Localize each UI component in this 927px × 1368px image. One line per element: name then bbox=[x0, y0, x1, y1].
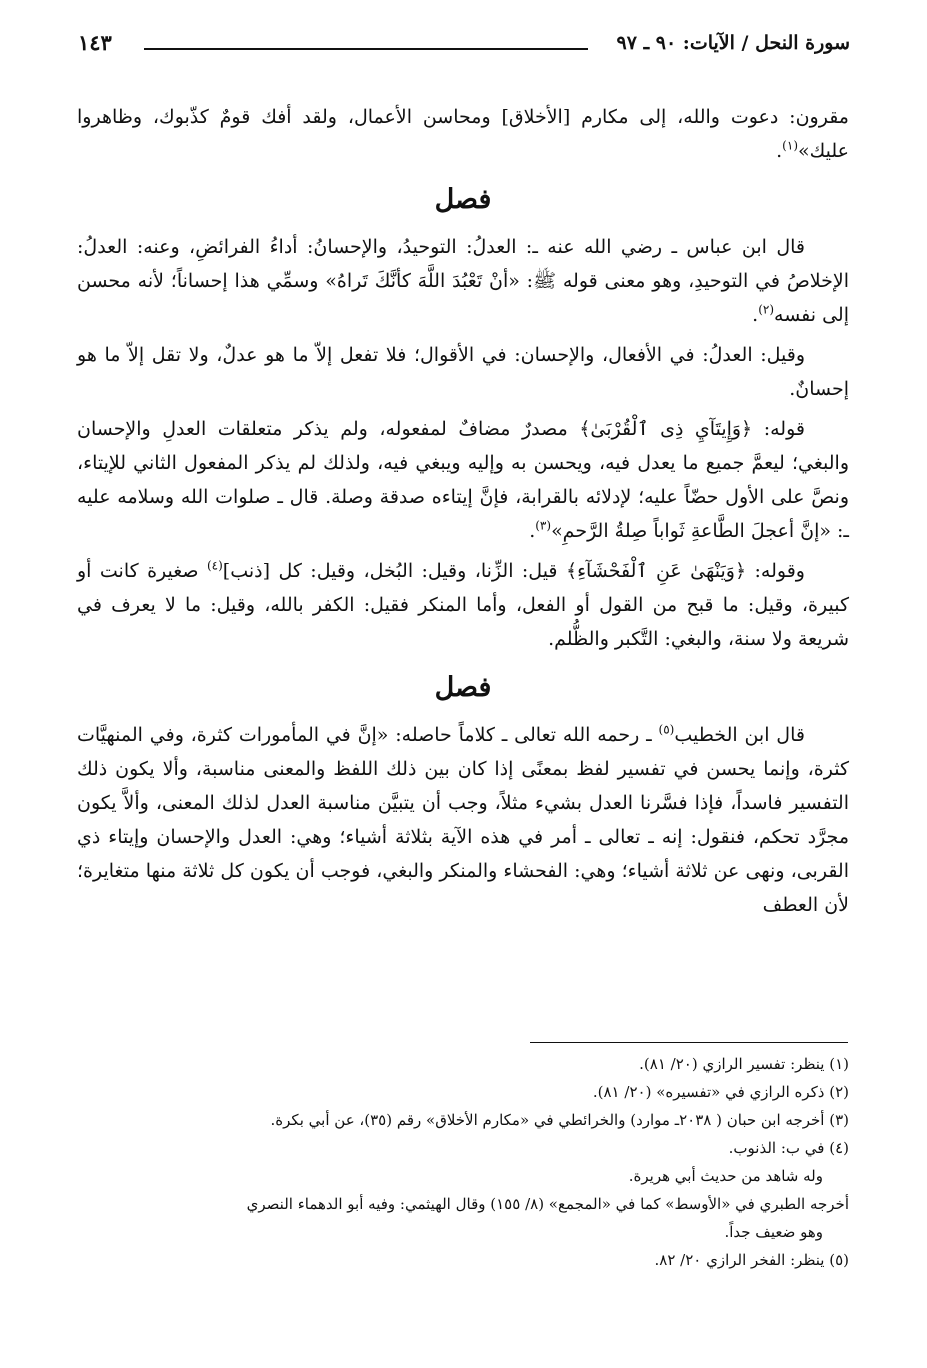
paragraph-text: مصدرٌ مضافٌ لمفعوله، ولم يذكر متعلقات العدلِ والإحسان والبغي؛ ليعمَّ جميع ما يعدل فيه، ويحسن به وإليه ويبغي فيه، ولذلك لم يذكر المفعول الثاني للإيتاء، ونصَّ على الأول حضّاً عليه؛ لإدلائه بالقرابة، فإنَّ إيتاءه صدقة وصلة. قال ـ صلوات الله وسلامه عليه ـ: «إنَّ أعجلَ الطَّاعةِ ثَواباً صِلةُ الرَّحمِ» bbox=[77, 418, 849, 542]
footnote: (١) ينظر: تفسير الرازي (٢٠/ ٨١). bbox=[639, 1055, 849, 1073]
footnote-marker: (٤) bbox=[206, 558, 223, 573]
paragraph-ibn-khatib bbox=[77, 718, 849, 922]
quran-quote: ﴿وَيَنْهَىٰ عَنِ ٱلْفَحْشَآءِ﴾ bbox=[565, 560, 747, 582]
footnote-continuation: وله شاهد من حديث أبي هريرة. bbox=[628, 1167, 823, 1185]
paragraph-continuation bbox=[77, 100, 849, 168]
paragraph-lead: قوله: bbox=[752, 418, 805, 440]
footnote-marker: (٣) bbox=[535, 518, 552, 533]
running-header bbox=[78, 30, 850, 66]
header-title: سورة النحل / الآيات: ٩٠ ـ ٩٧ bbox=[616, 32, 850, 54]
page-number: ١٤٣ bbox=[78, 30, 112, 55]
footnote-continuation: أخرجه الطبري في «الأوسط» كما في «المجمع» (٨/ ١٥٥) وقال الهيثمي: وفيه أبو الدهماء النصري bbox=[246, 1195, 849, 1213]
footnotes bbox=[77, 1050, 849, 1274]
paragraph-lead: قال ابن الخطيب bbox=[674, 724, 805, 746]
paragraph-tail: . bbox=[752, 304, 759, 326]
footnote-marker: (١) bbox=[782, 138, 798, 153]
footnote: (٣) أخرجه ابن حبان ( ٢٠٣٨ـ موارد) والخرائطي في «مكارم الأخلاق» رقم (٣٥)، عن أبي بكرة. bbox=[270, 1111, 849, 1129]
footnote-marker: (٥) bbox=[658, 722, 675, 737]
paragraph-lead: وقوله: bbox=[746, 560, 805, 582]
paragraph-text: قال ابن عباس ـ رضي الله عنه ـ: العدلُ: التوحيدُ، والإحسانُ: أداءُ الفرائضِ، وعنه: العدلُ: الإخلاصُ في التوحيدِ، وهو معنى قوله ﷺ: «أنْ تَعْبُدَ اللَّهَ كأنَّكَ تَراهُ» وسمِّي هذا إحساناً؛ لأنه محسن إلى نفسه bbox=[77, 236, 849, 326]
paragraph-itai bbox=[77, 412, 849, 548]
paragraph-tail: . bbox=[529, 520, 536, 542]
paragraph-tail: صغيرة كانت أو كبيرة، وقيل: ما قبح من القول أو الفعل، وأما المنكر فقيل: الكفر بالله، وقيل: ما لا يعرف في شريعة ولا سنة، والبغي: التَّكبر والظُّلم. bbox=[77, 560, 849, 650]
footnote-continuation: وهو ضعيف جداً. bbox=[724, 1223, 823, 1241]
header-rule bbox=[144, 48, 588, 50]
main-text bbox=[77, 100, 849, 928]
paragraph-tail: . bbox=[776, 140, 783, 162]
section-heading: فصل bbox=[434, 672, 492, 703]
paragraph-adl: وقيل: العدلُ: في الأفعال، والإحسان: في الأقوال؛ فلا تفعل إلاّ ما هو عدلٌ، ولا تقل إلاّ ما هو إحسانٌ. bbox=[77, 344, 849, 400]
footnote: (٤) في ب: الذنوب. bbox=[728, 1139, 849, 1157]
quran-quote: ﴿وَإِيتَآيِ ذِى ٱلْقُرْبَىٰ﴾ bbox=[579, 418, 753, 440]
footnote: (٢) ذكره الرازي في «تفسيره» (٢٠/ ٨١). bbox=[592, 1083, 849, 1101]
footnote-separator bbox=[530, 1042, 848, 1043]
footnote: (٥) ينظر: الفخر الرازي ٢٠/ ٨٢. bbox=[654, 1251, 849, 1269]
section-heading: فصل bbox=[434, 184, 492, 215]
paragraph-fahsha bbox=[77, 554, 849, 656]
paragraph-text: قيل: الزِّنا، وقيل: البُخل، وقيل: كل [ذنب] bbox=[222, 560, 566, 582]
paragraph-text: ـ رحمه الله تعالى ـ كلاماً حاصله: «إنَّ في المأمورات كثرة، وفي المنهيَّات كثرة، وإنما يحسن في تفسير لفظ بمعنًى إذا كان بين ذلك اللفظ والمعنى مناسبة، وألا يكون ذلك التفسير فاسداً، فإذا فسَّرنا العدل بشيء مثلاً، وجب أن يتبيَّن مناسبة العدل لذلك المعنى، وألاَّ يكون مجرَّد تحكم، فنقول: إنه ـ تعالى ـ أمر في هذه الآية بثلاثة أشياء؛ وهي: العدل والإحسان وإيتاء ذي القربى، ونهى عن ثلاثة أشياء؛ وهي: الفحشاء والمنكر والبغي، فوجب أن يكون كل ثلاثة منها متغايرة؛ لأن العطف bbox=[77, 724, 849, 916]
paragraph-text: مقرون: دعوت والله، إلى مكارم [الأخلاق] ومحاسن الأعمال، ولقد أفك قومٌ كذّبوك، وظاهروا عليك» bbox=[77, 106, 849, 162]
footnote-marker: (٢) bbox=[758, 302, 775, 317]
paragraph-ibn-abbas bbox=[77, 230, 849, 332]
